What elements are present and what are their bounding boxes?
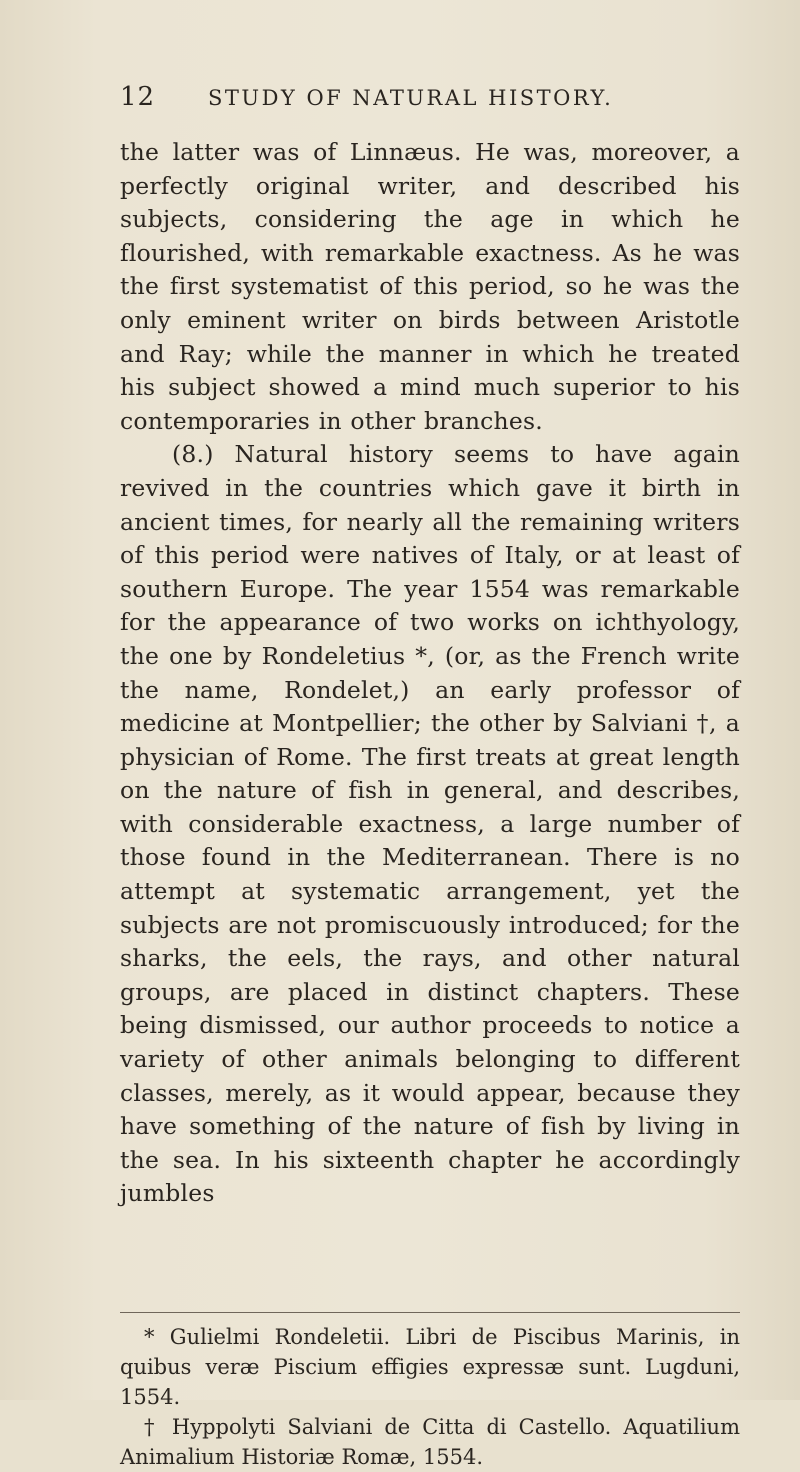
paragraph-section-8: (8.) Natural history seems to have again revived in the countries which gave it birth in ancient times, for nearly all the remaining writers of this period were natives of Italy, or at least of southern Europe. The year 1554 was remarkable for the appearance of two works on ichthyology, the one by Rondeletius *, (or, as the French write the name, Rondelet,) an early professor of medicine at Montpellier; the other by Salviani †, a physician of Rome. The first treats at great length on the nature of fish in general, and describes, with considerable exactness, a large number of those found in the Mediterranean. There is no attempt at systematic arrangement, yet the subjects are not promiscuously introduced; for the sharks, the eels, the rays, and other natural groups, are placed in distinct chapters. These being dismissed, our author proceeds to notice a variety of other animals belonging to different classes, merely, as it would appear, because they have something of the nature of fish by living in the sea. In his sixteenth chapter he accordingly jumbles: [120, 440, 740, 1208]
paragraph-continued: the latter was of Linnæus. He was, moreover, a perfectly original writer, and described his subjects, considering the age in which he flourished, with remarkable exactness. As he was the first systematist of this period, so he was the only eminent writer on birds between Aristotle and Ray; while the manner in which he treated his subject showed a mind much superior to his contemporaries in other branches.: [120, 138, 740, 435]
footnote-rondeletius: * Gulielmi Rondeletii. Libri de Piscibus Marinis, in quibus veræ Piscium effigies expressæ sunt. Lugduni, 1554.: [120, 1325, 740, 1409]
footnote-salviani: † Hyppolyti Salviani de Citta di Castello. Aquatilium Animalium Historiæ Romæ, 1554.: [120, 1415, 740, 1469]
page-header: [120, 82, 740, 118]
running-title: STUDY OF NATURAL HISTORY.: [208, 86, 614, 110]
page-number: 12: [120, 82, 156, 112]
footnote-divider: [120, 1312, 740, 1313]
body-text: [120, 136, 740, 1211]
footnotes: [120, 1322, 740, 1472]
